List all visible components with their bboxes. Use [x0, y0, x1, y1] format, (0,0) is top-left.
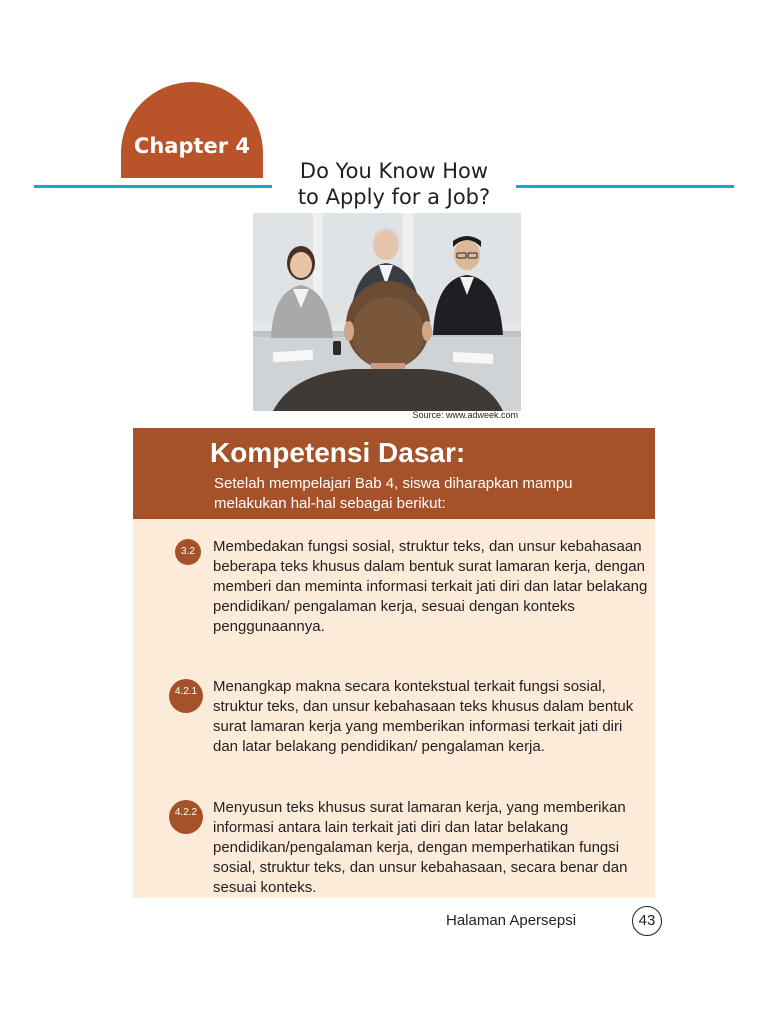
- competency-text: Menyusun teks khusus surat lamaran kerja, yang memberikan informasi antara lain terkait jati diri dan latar belakang pendidikan/pengalaman kerja, dengan memperhatikan fungsi sosial, struktur teks, dan unsur kebahasaan, secara benar dan sesuai konteks.: [213, 799, 628, 896]
- interview-illustration: [253, 213, 521, 411]
- chapter-title-line-2: to Apply for a Job?: [297, 185, 491, 209]
- job-interview-photo: [253, 213, 521, 411]
- photo-source: Source: www.adweek.com: [412, 410, 518, 420]
- chapter-badge: [121, 82, 263, 178]
- competency-number: 3.2: [175, 539, 201, 565]
- competency-text: Menangkap makna secara kontekstual terkait fungsi sosial, struktur teks, dan unsur kebahasaan teks khusus dalam bentuk surat lamaran kerja yang memberikan informasi terkait jati diri dan latar belakang pendidikan/ pengalaman kerja.: [213, 678, 634, 755]
- kompetensi-body: [133, 519, 655, 898]
- chapter-title: [272, 158, 516, 210]
- competency-number: 4.2.2: [169, 800, 203, 834]
- page-number: 43: [632, 906, 662, 936]
- kompetensi-title: Kompetensi Dasar:: [210, 437, 466, 468]
- chapter-label: Chapter 4: [133, 134, 251, 158]
- competency-text: Membedakan fungsi sosial, struktur teks, dan unsur kebahasaan beberapa teks khusus dalam bentuk surat lamaran kerja, dengan memberi dan meminta informasi terkait jati diri dan latar belakang pendidikan/ pengalaman kerja, sesuai dengan konteks penggunaannya.: [213, 538, 648, 635]
- chapter-title-line-1: Do You Know How: [299, 159, 489, 183]
- competency-number: 4.2.1: [169, 679, 203, 713]
- kompetensi-intro: Setelah mempelajari Bab 4, siswa diharapkan mampu melakukan hal-hal sebagai berikut:: [214, 475, 573, 512]
- footer-section-label: Halaman Apersepsi: [446, 912, 577, 929]
- kompetensi-header: [133, 428, 655, 519]
